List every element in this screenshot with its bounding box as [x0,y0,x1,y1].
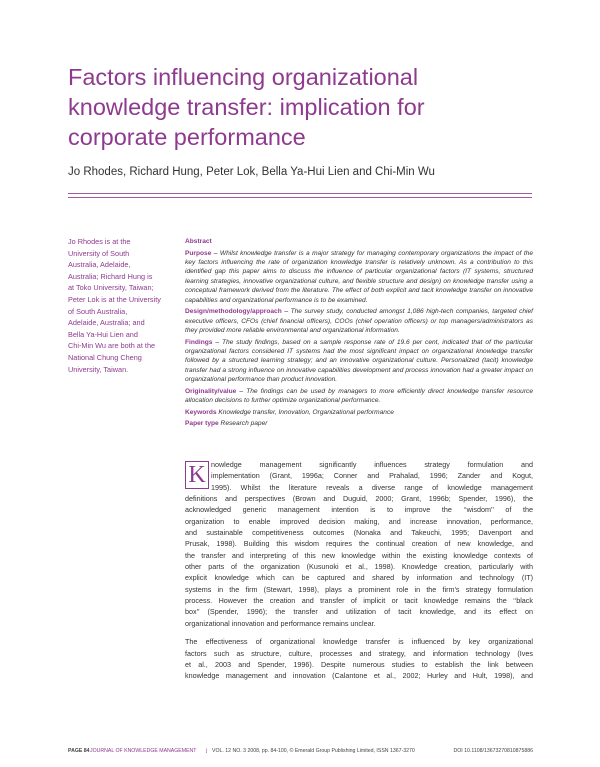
page-footer [68,748,533,758]
body-line: 1995). Whilst the literature reveals a diverse range of knowledge management [211,482,533,492]
body-line: Prusak, 1998). Building this wisdom requires the continual creation of new knowledge, and [185,539,533,549]
abstract-purpose [185,249,533,305]
body-line: and sustainable competitiveness outcomes (Nonaka and Takeuchi, 1995; Davenport and [185,528,533,538]
body-line: acknowledged generic management intention is to improve the ‘‘wisdom’’ of the [185,505,533,515]
author-list: Jo Rhodes, Richard Hung, Peter Lok, Bella Ya-Hui Lien and Chi-Min Wu [68,166,435,178]
body-line: explicit knowledge which can be captured and shared by information and technology (IT) [185,573,533,583]
body-line: box’’ (Spender, 1996); the transfer and utilization of tacit knowledge, and its effect on [185,607,533,617]
affiliation-line: Jo Rhodes is at the [68,237,131,246]
abstract [185,237,533,431]
affiliation-line: Australia, Adelaide, [68,260,131,270]
abstract-keywords [185,408,533,417]
body-line: factors such as structure, culture, processes and strategy, and information technology (Ives [185,648,533,658]
volume-info: VOL. 12 NO. 3 2008, pp. 84-100, © Emerald Group Publishing Limited, ISSN 1367-3270 [212,748,415,754]
body-line: et al., 2003 and Spender, 1996). Despite numerous studies to establish the link between [185,659,533,669]
journal-name: JOURNAL OF KNOWLEDGE MANAGEMENT [90,748,197,754]
body-paragraph [185,636,533,681]
body-line: nowledge management significantly influences strategy formulation and [211,460,533,469]
papertype-text: Research paper [218,420,268,428]
originality-label: Originality/value [185,387,237,395]
body-line: organizational innovation and performance remains unclear. [185,618,376,628]
body-line: the transfer and interpreting of this new knowledge within the existing knowledge contexts of [185,550,533,560]
body-paragraph [185,459,533,629]
author-affiliations [68,236,166,375]
abstract-heading: Abstract [185,238,212,245]
purpose-text: – Whilst knowledge transfer is a major strategy for managing contemporary organizations the impact of the key factors influencing the rate of organization knowledge transfer is relatively unknown. As a contribution to this identified gap this paper aims to discuss the influence of particular organizational factors (IT systems, structured learning strategies, innovative organizational culture, and flexible structure and design) on knowledge transfer using a conceptual framework derived from the literature. The effect of both explicit and tacit knowledge transfer on innovative capabilities and organizational performance is to be examined. [185,249,533,304]
affiliation-line: Peter Lok is at the University [68,294,161,304]
affiliation-line: of South Australia, [68,306,128,316]
purpose-label: Purpose [185,249,212,257]
body-line: other parts of the organization (Kusunoki et al., 1998). Knowledge creation, particularly with [185,562,533,572]
affiliation-line: Bella Ya-Hui Lien and [68,329,138,339]
design-label: Design/methodology/approach [185,308,282,316]
affiliation-line: Chi-Min Wu are both at the [68,341,156,351]
body-text [185,459,533,682]
affiliation-line: National Chung Cheng [68,352,142,362]
doi: DOI 10.1108/13673270810875886 [453,748,533,754]
body-line: knowledge management and innovation (Calantone et al., 2002; Hurley and Hult, 1998), and [185,671,533,681]
keywords-text: Knowledge transfer, Innovation, Organizational performance [216,408,394,416]
footer-separator: j [206,748,208,754]
findings-text: – The study findings, based on a sample response rate of 19.6 per cent, indicated that of the particular organizational factors considered IT systems had the most significant impact on organizational knowledge transfer followed by a structured learning strategy; and an innovative organizational culture. Personalized (tacit) knowledge transfer had a strong influence on innovative capabilities development and process innovation had a greater impact on organizational performance than product innovation. [185,338,533,384]
abstract-originality [185,387,533,406]
body-line: The effectiveness of organizational knowledge transfer is influenced by key organizational [185,637,533,647]
findings-label: Findings [185,338,213,346]
affiliation-line: Australia; Richard Hung is [68,271,153,281]
title-line: corporate performance [68,124,306,150]
abstract-papertype [185,419,533,428]
body-line: implementation (Grant, 1996a; Conner and Prahalad, 1996; Zander and Kogut, [211,471,533,481]
title-line: knowledge transfer: implication for [68,94,425,120]
abstract-findings [185,338,533,385]
abstract-design [185,307,533,335]
design-text: – The survey study, conducted amongst 1,086 high-tech companies, targeted chief executive officers, CFOs (chief financial officers), COOs (chief operation officers) or top managers/administrators as they provided more reliable environmental and organizational information. [185,308,533,335]
papertype-label: Paper type [185,420,219,428]
divider [68,197,532,198]
originality-text: – The findings can be used by managers to more efficiently direct knowledge transfer resource allocation decisions to further optimize organizational performance. [185,387,533,405]
affiliation-line: at Toko University, Taiwan; [68,283,154,293]
page-number: PAGE 84 [68,748,90,754]
affiliation-line: University, Taiwan. [68,364,129,374]
body-line: process. However the creation and transfer of implicit or tacit knowledge remains the ‘‘black [185,596,533,606]
divider [68,193,532,194]
body-line: definitions and perspectives (Brown and Duguid, 2000; Grant, 1996b; Spender, 1996), the [185,494,533,504]
keywords-label: Keywords [185,408,217,416]
affiliation-line: Adelaide, Australia; and [68,318,145,328]
body-line: systems in the firm (Stewart, 1998), plays a prominent role in the firm’s strategy formulation [185,584,533,594]
title-line: Factors influencing organizational [68,64,419,90]
affiliation-line: University of South [68,248,130,258]
drop-cap: K [185,461,209,489]
article-title [68,62,538,152]
body-line: organization to enable improved decision making, and increase innovation, performance, [185,516,533,526]
